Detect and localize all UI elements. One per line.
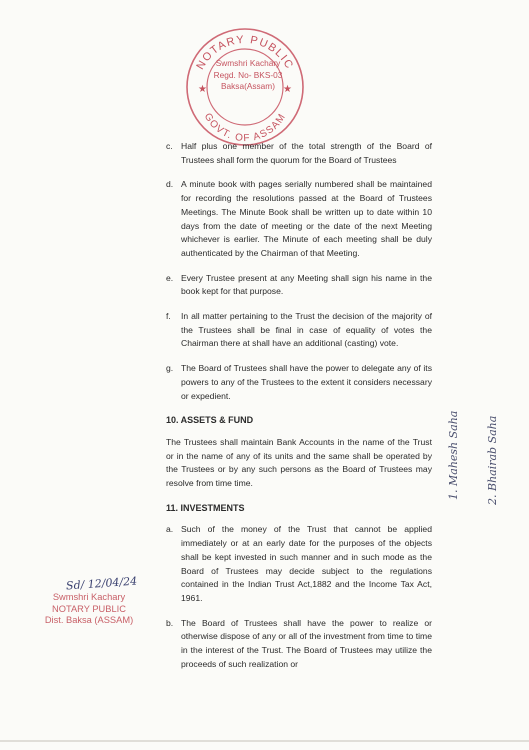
notary-stamp-title: NOTARY PUBLIC	[52, 603, 126, 614]
document-body	[166, 140, 432, 683]
trustee-signature-1: 1. Mahesh Saha	[447, 410, 460, 500]
clause-label: g.	[166, 363, 174, 374]
clause-text: Every Trustee present at any Meeting shall sign his name in the book kept for that purpose.	[181, 272, 432, 297]
clause-item	[166, 310, 432, 351]
notary-signature: Sd/ 12/04/24	[65, 574, 138, 593]
seal-place: Baksa(Assam)	[221, 81, 275, 91]
clause-item	[166, 140, 432, 167]
clause-item	[166, 272, 432, 299]
seal-arc-top: NOTARY PUBLIC	[194, 33, 296, 72]
trustee-signature-2: 2. Bhairab Saha	[486, 415, 499, 505]
clause-label: a.	[166, 524, 174, 535]
seal-regd: Regd. No- BKS-03	[213, 69, 283, 80]
seal-name: Swmshri Kachary	[215, 58, 281, 68]
clause-label: b.	[166, 617, 174, 628]
section-10-heading: 10. ASSETS & FUND	[166, 415, 254, 426]
clause-label: e.	[166, 272, 174, 283]
clause-text: The Board of Trustees shall have the power to realize or otherwise dispose of any or all of the investment from time to time in the interest of the Trust. The Board of Trustees may utilize the proceeds of such realization or	[181, 617, 432, 669]
clause-item	[166, 362, 432, 403]
page-bottom-edge	[0, 740, 529, 742]
section-11-heading: 11. INVESTMENTS	[166, 502, 245, 513]
seal-inner-text	[210, 58, 286, 93]
clause-text: Such of the money of the Trust that cannot be applied immediately or at an early date for the purposes of the objects shall be kept invested in such manner and in such mode as the Board of Trustees may decide subject to the regulations contained in the Indian Trust Act,1882 and the Income Tax Act, 1961.	[181, 524, 432, 603]
clause-text: A minute book with pages serially numbered shall be maintained for recording the resolutions passed at the Board of Trustees Meetings. The Minute Book shall be written up to date within 10 days from the date of meeting or the date of the next Meeting whichever is earlier. The Minute of each meeting shall be duly authenticated by the Chairman of that Meeting.	[181, 179, 432, 258]
clause-label: f.	[166, 311, 171, 322]
clause-text: In all matter pertaining to the Trust the decision of the majority of the Trustees shall be final in case of equality of votes the Chairman there at shall have an additional (casting) vote.	[181, 311, 432, 349]
clause-text: Half plus one member of the total strength of the Board of Trustees shall form the quorum for the Board of Trustees	[181, 141, 432, 165]
clause-item	[166, 178, 432, 260]
notary-stamp	[30, 574, 148, 627]
clause-item	[166, 617, 432, 672]
seal-arc-bottom: GOVT. OF ASSAM	[201, 111, 289, 145]
seal-star-right: ★	[283, 84, 292, 95]
clause-item	[166, 523, 432, 605]
clause-list	[166, 140, 432, 403]
clause-label: c.	[166, 141, 173, 151]
clause-label: d.	[166, 179, 174, 190]
notary-stamp-name: Swmshri Kachary	[52, 592, 126, 602]
section-10-text: The Trustees shall maintain Bank Accounts in the name of the Trust or in the name of any of its units and the same shall be operated by the Trustees or by any such persons as the Board of Trustees may resolve from time time.	[166, 436, 432, 489]
seal-star-left: ★	[198, 84, 207, 95]
clause-text: The Board of Trustees shall have the power to delegate any of its powers to any of the Trustees to the extent it considers necessary or expedient.	[181, 363, 432, 401]
investment-clause-list	[166, 523, 432, 671]
notary-stamp-district: Dist. Baksa (ASSAM)	[44, 615, 134, 626]
